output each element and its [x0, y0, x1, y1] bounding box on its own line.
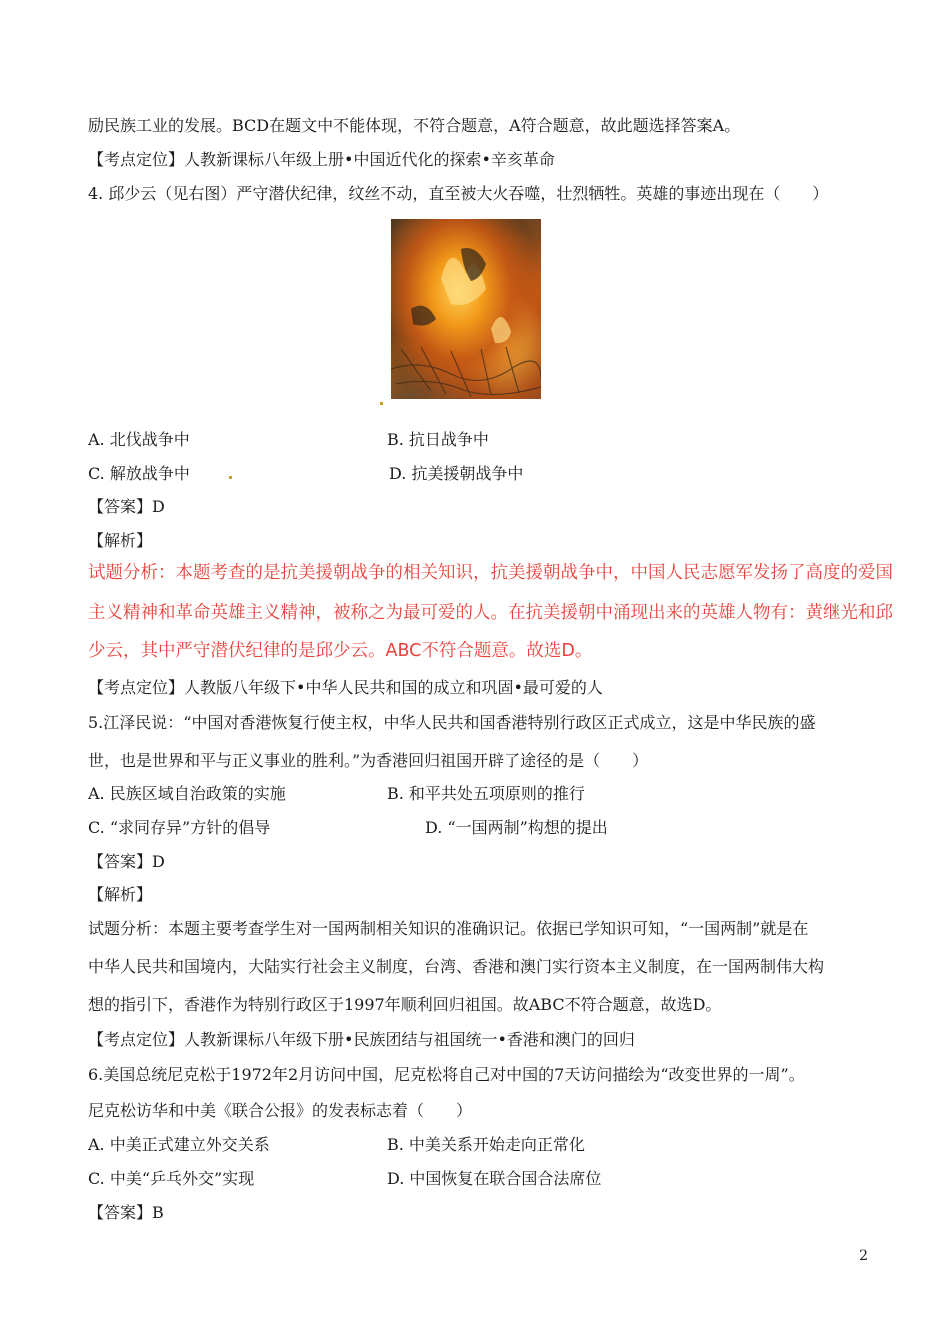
key-point: 【考点定位】人教新课标八年级上册•中国近代化的探索•辛亥革命: [88, 150, 555, 169]
analysis-text-red: 少云，其中严守潜伏纪律的是邱少云。ABC不符合题意。故选D。: [88, 641, 593, 661]
question-4: 4. 邱少云（见右图）严守潜伏纪律，纹丝不动，直至被大火吞噬，壮烈牺牲。英雄的事迹出现在（ ）: [88, 184, 829, 203]
answer: 【答案】D: [88, 852, 165, 871]
option-d: D. 抗美援朝战争中: [389, 464, 524, 483]
answer: 【答案】D: [88, 497, 165, 516]
question-6-cont: 尼克松访华和中美《联合公报》的发表标志着（ ）: [88, 1101, 473, 1120]
option-b: B. 抗日战争中: [387, 430, 489, 449]
analysis-text: 中华人民共和国境内，大陆实行社会主义制度，台湾、香港和澳门实行资本主义制度，在一国两制伟大构: [88, 957, 825, 976]
text-line: 励民族工业的发展。BCD在题文中不能体现，不符合题意，A符合题意，故此题选择答案A。: [88, 116, 741, 135]
question-5-cont: 世，也是世界和平与正义事业的胜利。”为香港回归祖国开辟了途径的是（ ）: [88, 751, 649, 770]
page-number: 2: [859, 1248, 868, 1264]
option-c: C. 解放战争中: [88, 464, 190, 483]
analysis-heading: 【解析】: [88, 885, 153, 904]
analysis-heading: 【解析】: [88, 531, 153, 550]
analysis-text: 想的指引下，香港作为特别行政区于1997年顺利回归祖国。故ABC不符合题意，故选D。: [88, 995, 722, 1014]
key-point: 【考点定位】人教新课标八年级下册•民族团结与祖国统一•香港和澳门的回归: [88, 1030, 635, 1049]
stray-mark: [380, 402, 383, 405]
option-a: A. 民族区域自治政策的实施: [88, 784, 286, 803]
question-6: 6.美国总统尼克松于1972年2月访问中国，尼克松将自己对中国的7天访问描绘为“改变世界的一周”。: [88, 1065, 805, 1084]
analysis-text: 试题分析：本题主要考查学生对一国两制相关知识的准确识记。依据已学知识可知，“一国两制”就是在: [88, 919, 809, 938]
question-5: 5.江泽民说：“中国对香港恢复行使主权，中华人民共和国香港特别行政区正式成立，这是中华民族的盛: [88, 713, 816, 732]
key-point: 【考点定位】人教版八年级下•中华人民共和国的成立和巩固•最可爱的人: [88, 678, 603, 697]
stray-mark: [229, 476, 232, 479]
option-a: A. 中美正式建立外交关系: [88, 1135, 270, 1154]
hero-fire-painting: [391, 219, 541, 399]
option-d: D. “一国两制”构想的提出: [425, 818, 608, 837]
option-c: C. 中美“乒乓外交”实现: [88, 1169, 255, 1188]
option-c: C. “求同存异”方针的倡导: [88, 818, 271, 837]
analysis-text-red: 试题分析：本题考查的是抗美援朝战争的相关知识，抗美援朝战争中，中国人民志愿军发扬了高度的爱国: [88, 563, 893, 583]
option-a: A. 北伐战争中: [88, 430, 190, 449]
option-b: B. 和平共处五项原则的推行: [387, 784, 585, 803]
option-d: D. 中国恢复在联合国合法席位: [387, 1169, 602, 1188]
answer: 【答案】B: [88, 1203, 164, 1222]
option-b: B. 中美关系开始走向正常化: [387, 1135, 585, 1154]
analysis-text-red: 主义精神和革命英雄主义精神，被称之为最可爱的人。在抗美援朝中涌现出来的英雄人物有：黄继光和邱: [88, 603, 893, 623]
